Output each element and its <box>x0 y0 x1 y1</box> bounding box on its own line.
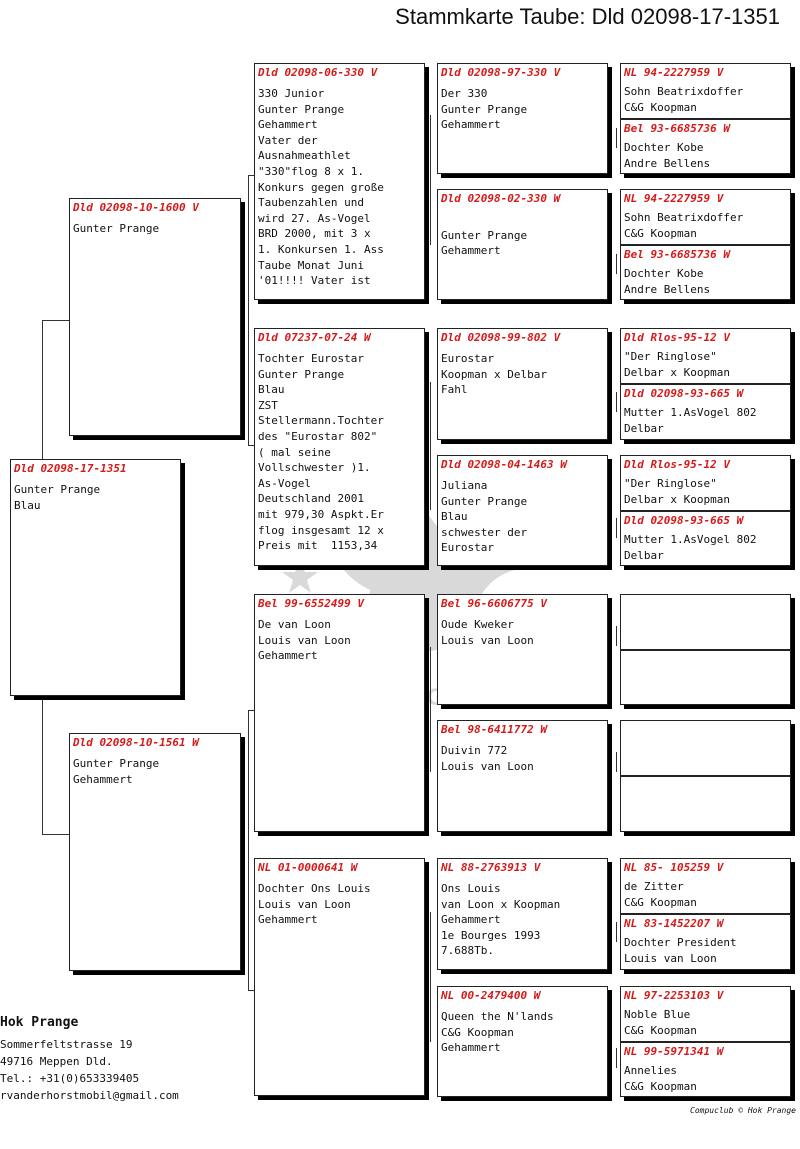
great-great-grandparents-card[interactable] <box>620 328 791 440</box>
great-grandparent-card[interactable] <box>437 455 608 566</box>
owner-info <box>0 1014 179 1104</box>
great-grandparent-card[interactable] <box>437 720 608 832</box>
ring-number: Dld 07237-07-24 W <box>258 331 371 344</box>
owner-city: 49716 Meppen Dld. <box>0 1055 113 1068</box>
ring-number: Bel 96-6606775 V <box>441 597 547 610</box>
pigeon-details: Mutter 1.AsVogel 802 Delbar <box>624 406 757 435</box>
owner-phone: Tel.: +31(0)653339405 <box>0 1072 140 1085</box>
ring-number: Dld Rlos-95-12 V <box>624 331 730 344</box>
pigeon-details: Dochter Kobe Andre Bellens <box>624 141 711 170</box>
ring-number: Dld Rlos-95-12 V <box>624 458 730 471</box>
page-title: Stammkarte Taube: Dld 02098-17-1351 <box>395 4 780 29</box>
ring-number: Dld 02098-10-1600 V <box>73 201 199 214</box>
great-great-grandparents-card[interactable] <box>620 986 791 1097</box>
paternal-grandfather-card[interactable] <box>254 63 425 300</box>
maternal-grandfather-card[interactable] <box>254 594 425 832</box>
ring-number: Dld 02098-99-802 V <box>441 331 561 344</box>
ring-number: NL 97-2253103 V <box>624 989 724 1002</box>
ring-number: NL 94-2227959 V <box>624 66 724 79</box>
ring-number: Dld 02098-93-665 W <box>624 514 744 527</box>
ring-number: NL 85- 105259 V <box>624 861 724 874</box>
pigeon-details: Annelies C&G Koopman <box>624 1064 697 1093</box>
great-great-grandparents-card[interactable] <box>620 189 791 300</box>
mother-card[interactable] <box>69 733 241 971</box>
pigeon-details: "Der Ringlose" Delbar x Koopman <box>624 477 730 506</box>
ring-number: Bel 99-6552499 V <box>258 597 364 610</box>
ring-number: Dld 02098-02-330 W <box>441 192 561 205</box>
great-great-grandparents-card[interactable] <box>620 455 791 566</box>
subject-pigeon-card[interactable] <box>10 459 181 696</box>
ring-number: Dld 02098-17-1351 <box>14 462 127 475</box>
owner-email[interactable]: rvanderhorstmobil@gmail.com <box>0 1089 179 1102</box>
ring-number: NL 00-2479400 W <box>441 989 541 1002</box>
pigeon-details: Der 330 Gunter Prange Gehammert <box>441 87 528 132</box>
great-grandparent-card[interactable] <box>437 189 608 300</box>
pigeon-details: Gunter Prange Blau <box>14 483 101 512</box>
empty-ancestor-card[interactable] <box>620 720 791 832</box>
owner-name: Hok Prange <box>0 1015 79 1030</box>
pigeon-details: Gunter Prange Gehammert <box>73 757 160 786</box>
ring-number: Bel 93-6685736 W <box>624 122 730 135</box>
ring-number: NL 83-1452207 W <box>624 917 724 930</box>
pigeon-details: De van Loon Louis van Loon Gehammert <box>258 618 351 663</box>
great-grandparent-card[interactable] <box>437 858 608 970</box>
father-card[interactable] <box>69 198 241 436</box>
ring-number: Bel 98-6411772 W <box>441 723 547 736</box>
ring-number: Dld 02098-06-330 V <box>258 66 378 79</box>
ring-number: Dld 02098-97-330 V <box>441 66 561 79</box>
great-grandparent-card[interactable] <box>437 594 608 705</box>
pigeon-details: Sohn Beatrixdoffer C&G Koopman <box>624 85 744 114</box>
pigeon-details: Noble Blue C&G Koopman <box>624 1008 697 1037</box>
great-grandparent-card[interactable] <box>437 986 608 1097</box>
pigeon-details: Duivin 772 Louis van Loon <box>441 744 534 773</box>
pigeon-details: Tochter Eurostar Gunter Prange Blau ZST Stellermann.Tochter des "Eurostar 802" ( mal seine Vollschwester )1. As-Vogel Deutschland 2001 mit 979,30 Aspkt.Er flog insgesamt 12 x Preis mit 1153,34 <box>258 352 384 553</box>
empty-ancestor-card[interactable] <box>620 594 791 705</box>
pigeon-details: "Der Ringlose" Delbar x Koopman <box>624 350 730 379</box>
great-great-grandparents-card[interactable] <box>620 858 791 970</box>
pigeon-details: Ons Louis van Loon x Koopman Gehammert 1e Bourges 1993 7.688Tb. <box>441 882 561 958</box>
pigeon-details: Eurostar Koopman x Delbar Fahl <box>441 352 547 397</box>
pigeon-details: Dochter President Louis van Loon <box>624 936 737 965</box>
pigeon-details: Mutter 1.AsVogel 802 Delbar <box>624 533 757 562</box>
ring-number: NL 88-2763913 V <box>441 861 541 874</box>
ring-number: NL 01-0000641 W <box>258 861 358 874</box>
great-grandparent-card[interactable] <box>437 328 608 440</box>
pigeon-details: Queen the N'lands C&G Koopman Gehammert <box>441 1010 554 1055</box>
pigeon-details: Gunter Prange <box>73 222 160 235</box>
ring-number: Dld 02098-10-1561 W <box>73 736 199 749</box>
ring-number: Dld 02098-93-665 W <box>624 387 744 400</box>
pigeon-details: Gunter Prange Gehammert <box>441 228 528 258</box>
ring-number: Bel 93-6685736 W <box>624 248 730 261</box>
pigeon-details: Dochter Ons Louis Louis van Loon Gehammert <box>258 882 371 927</box>
ring-number: NL 94-2227959 V <box>624 192 724 205</box>
pigeon-details: Oude Kweker Louis van Loon <box>441 618 534 647</box>
pigeon-details: Dochter Kobe Andre Bellens <box>624 267 711 296</box>
pigeon-details: Juliana Gunter Prange Blau schwester der Eurostar <box>441 479 528 555</box>
paternal-grandmother-card[interactable] <box>254 328 425 566</box>
great-great-grandparents-card[interactable] <box>620 63 791 174</box>
ring-number: Dld 02098-04-1463 W <box>441 458 567 471</box>
ring-number: NL 99-5971341 W <box>624 1045 724 1058</box>
maternal-grandmother-card[interactable] <box>254 858 425 1096</box>
pigeon-details: 330 Junior Gunter Prange Gehammert Vater der Ausnahmeathlet "330"flog 8 x 1. Konkurs gegen große Taubenzahlen und wird 27. As-Vogel BRD 2000, mit 3 x 1. Konkursen 1. Ass Taube Monat Juni '01!!!! Vater ist <box>258 87 384 288</box>
great-grandparent-card[interactable] <box>437 63 608 174</box>
pigeon-details: Sohn Beatrixdoffer C&G Koopman <box>624 211 744 240</box>
footer-credit: Compuclub © Hok Prange <box>690 1106 796 1115</box>
pigeon-details: de Zitter C&G Koopman <box>624 880 697 909</box>
owner-street: Sommerfeltstrasse 19 <box>0 1038 133 1051</box>
